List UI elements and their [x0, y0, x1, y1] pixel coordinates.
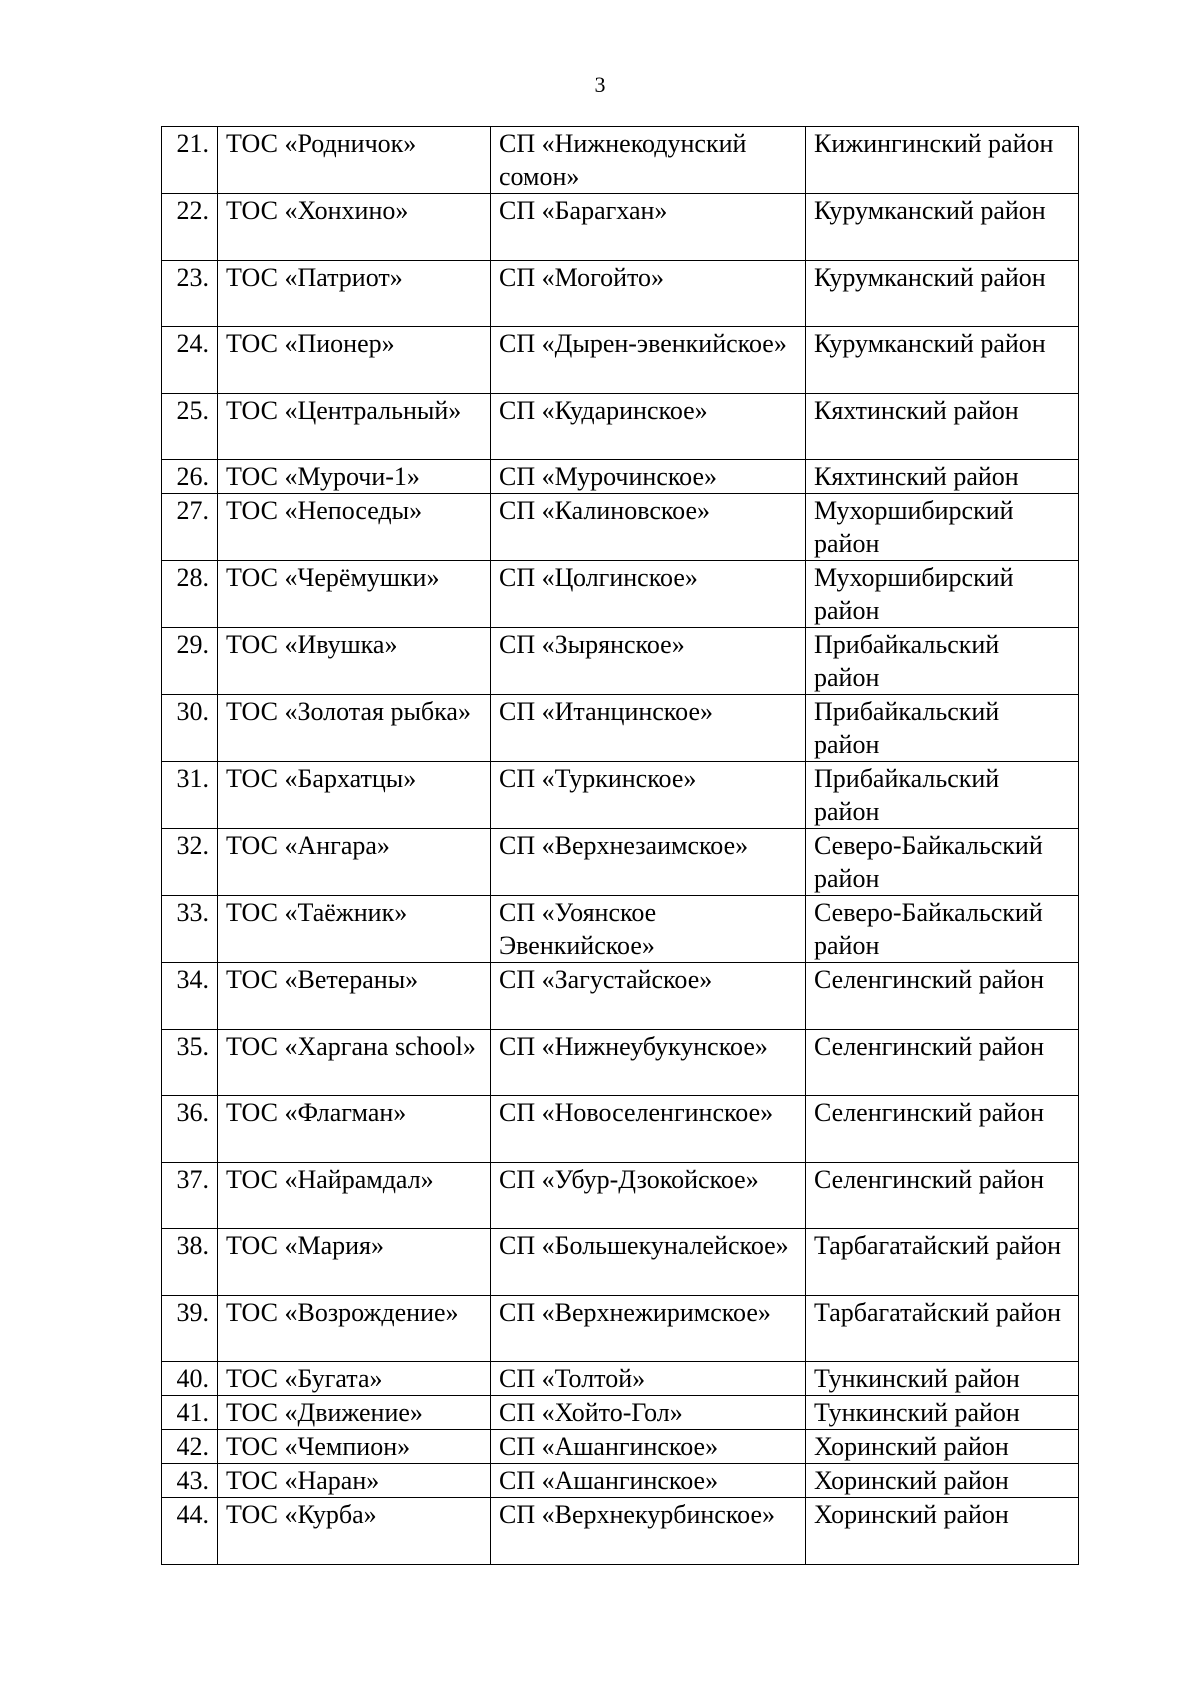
district-cell: Тарбагатайский район [806, 1295, 1079, 1362]
district-cell: Курумканский район [806, 194, 1079, 261]
row-number-cell: 21. [162, 127, 218, 194]
district-cell: Тункинский район [806, 1362, 1079, 1396]
table-row [162, 1396, 1079, 1430]
district-cell: Хоринский район [806, 1464, 1079, 1498]
tos-name-cell: ТОС «Движение» [218, 1396, 491, 1430]
district-cell: Тункинский район [806, 1396, 1079, 1430]
table-row [162, 695, 1079, 762]
district-cell: Мухоршибирский район [806, 561, 1079, 628]
district-cell: Тарбагатайский район [806, 1229, 1079, 1296]
table-row [162, 628, 1079, 695]
tos-name-cell: ТОС «Найрамдал» [218, 1162, 491, 1229]
tos-name-cell: ТОС «Таёжник» [218, 896, 491, 963]
table-row [162, 1498, 1079, 1565]
settlement-cell: СП «Нижнеубукунское» [491, 1029, 806, 1096]
table-row [162, 896, 1079, 963]
settlement-cell: СП «Ашангинское» [491, 1464, 806, 1498]
row-number-cell: 23. [162, 260, 218, 327]
tos-name-cell: ТОС «Хонхино» [218, 194, 491, 261]
table-row [162, 260, 1079, 327]
row-number-cell: 44. [162, 1498, 218, 1565]
row-number-cell: 25. [162, 393, 218, 460]
district-cell: Хоринский район [806, 1498, 1079, 1565]
tos-name-cell: ТОС «Бархатцы» [218, 762, 491, 829]
settlement-cell: СП «Новоселенгинское» [491, 1096, 806, 1163]
district-cell: Селенгинский район [806, 963, 1079, 1030]
district-cell: Прибайкальский район [806, 695, 1079, 762]
table-row [162, 762, 1079, 829]
tos-name-cell: ТОС «Пионер» [218, 327, 491, 394]
district-cell: Селенгинский район [806, 1162, 1079, 1229]
district-cell: Прибайкальский район [806, 762, 1079, 829]
row-number-cell: 41. [162, 1396, 218, 1430]
settlement-cell: СП «Дырен-эвенкийское» [491, 327, 806, 394]
settlement-cell: СП «Итанцинское» [491, 695, 806, 762]
tos-name-cell: ТОС «Бугата» [218, 1362, 491, 1396]
tos-registry-table [161, 126, 1079, 1565]
settlement-cell: СП «Убур-Дзокойское» [491, 1162, 806, 1229]
row-number-cell: 29. [162, 628, 218, 695]
settlement-cell: СП «Калиновское» [491, 494, 806, 561]
table-row [162, 1096, 1079, 1163]
table-row [162, 393, 1079, 460]
row-number-cell: 31. [162, 762, 218, 829]
settlement-cell: СП «Толтой» [491, 1362, 806, 1396]
row-number-cell: 37. [162, 1162, 218, 1229]
settlement-cell: СП «Хойто-Гол» [491, 1396, 806, 1430]
district-cell: Кижингинский район [806, 127, 1079, 194]
page-number: 3 [594, 72, 606, 97]
district-cell: Курумканский район [806, 260, 1079, 327]
settlement-cell: СП «Цолгинское» [491, 561, 806, 628]
settlement-cell: СП «Мурочинское» [491, 460, 806, 494]
row-number-cell: 40. [162, 1362, 218, 1396]
row-number-cell: 22. [162, 194, 218, 261]
table-row [162, 327, 1079, 394]
table-row [162, 1464, 1079, 1498]
district-cell: Прибайкальский район [806, 628, 1079, 695]
district-cell: Кяхтинский район [806, 393, 1079, 460]
district-cell: Селенгинский район [806, 1029, 1079, 1096]
tos-name-cell: ТОС «Наран» [218, 1464, 491, 1498]
tos-name-cell: ТОС «Мурочи-1» [218, 460, 491, 494]
district-cell: Мухоршибирский район [806, 494, 1079, 561]
table-row [162, 1295, 1079, 1362]
row-number-cell: 39. [162, 1295, 218, 1362]
settlement-cell: СП «Большекуналейское» [491, 1229, 806, 1296]
tos-name-cell: ТОС «Ивушка» [218, 628, 491, 695]
row-number-cell: 26. [162, 460, 218, 494]
table-row [162, 194, 1079, 261]
row-number-cell: 35. [162, 1029, 218, 1096]
district-cell: Селенгинский район [806, 1096, 1079, 1163]
tos-name-cell: ТОС «Ветераны» [218, 963, 491, 1030]
settlement-cell: СП «Могойто» [491, 260, 806, 327]
tos-name-cell: ТОС «Возрождение» [218, 1295, 491, 1362]
row-number-cell: 24. [162, 327, 218, 394]
table-row [162, 1162, 1079, 1229]
district-cell: Курумканский район [806, 327, 1079, 394]
district-cell: Хоринский район [806, 1430, 1079, 1464]
settlement-cell: СП «Барагхан» [491, 194, 806, 261]
row-number-cell: 28. [162, 561, 218, 628]
table-row [162, 1029, 1079, 1096]
tos-name-cell: ТОС «Ангара» [218, 829, 491, 896]
row-number-cell: 36. [162, 1096, 218, 1163]
table-row [162, 460, 1079, 494]
row-number-cell: 34. [162, 963, 218, 1030]
settlement-cell: СП «Загустайское» [491, 963, 806, 1030]
tos-name-cell: ТОС «Мария» [218, 1229, 491, 1296]
settlement-cell: СП «Верхнекурбинское» [491, 1498, 806, 1565]
tos-name-cell: ТОС «Непоседы» [218, 494, 491, 561]
settlement-cell: СП «Уоянское Эвенкийское» [491, 896, 806, 963]
tos-name-cell: ТОС «Курба» [218, 1498, 491, 1565]
table-row [162, 963, 1079, 1030]
row-number-cell: 33. [162, 896, 218, 963]
row-number-cell: 30. [162, 695, 218, 762]
tos-name-cell: ТОС «Родничок» [218, 127, 491, 194]
tos-name-cell: ТОС «Черёмушки» [218, 561, 491, 628]
settlement-cell: СП «Нижнекодунский сомон» [491, 127, 806, 194]
row-number-cell: 43. [162, 1464, 218, 1498]
tos-name-cell: ТОС «Патриот» [218, 260, 491, 327]
tos-name-cell: ТОС «Харгана school» [218, 1029, 491, 1096]
table-row [162, 1362, 1079, 1396]
row-number-cell: 42. [162, 1430, 218, 1464]
settlement-cell: СП «Зырянское» [491, 628, 806, 695]
row-number-cell: 38. [162, 1229, 218, 1296]
settlement-cell: СП «Верхнежиримское» [491, 1295, 806, 1362]
district-cell: Северо-Байкальский район [806, 829, 1079, 896]
settlement-cell: СП «Ашангинское» [491, 1430, 806, 1464]
table-row [162, 127, 1079, 194]
tos-name-cell: ТОС «Центральный» [218, 393, 491, 460]
table-row [162, 494, 1079, 561]
row-number-cell: 27. [162, 494, 218, 561]
row-number-cell: 32. [162, 829, 218, 896]
table-row [162, 829, 1079, 896]
district-cell: Северо-Байкальский район [806, 896, 1079, 963]
table-row [162, 1229, 1079, 1296]
settlement-cell: СП «Туркинское» [491, 762, 806, 829]
settlement-cell: СП «Верхнезаимское» [491, 829, 806, 896]
district-cell: Кяхтинский район [806, 460, 1079, 494]
settlement-cell: СП «Кударинское» [491, 393, 806, 460]
tos-name-cell: ТОС «Золотая рыбка» [218, 695, 491, 762]
tos-name-cell: ТОС «Флагман» [218, 1096, 491, 1163]
tos-name-cell: ТОС «Чемпион» [218, 1430, 491, 1464]
table-row [162, 561, 1079, 628]
table-row [162, 1430, 1079, 1464]
